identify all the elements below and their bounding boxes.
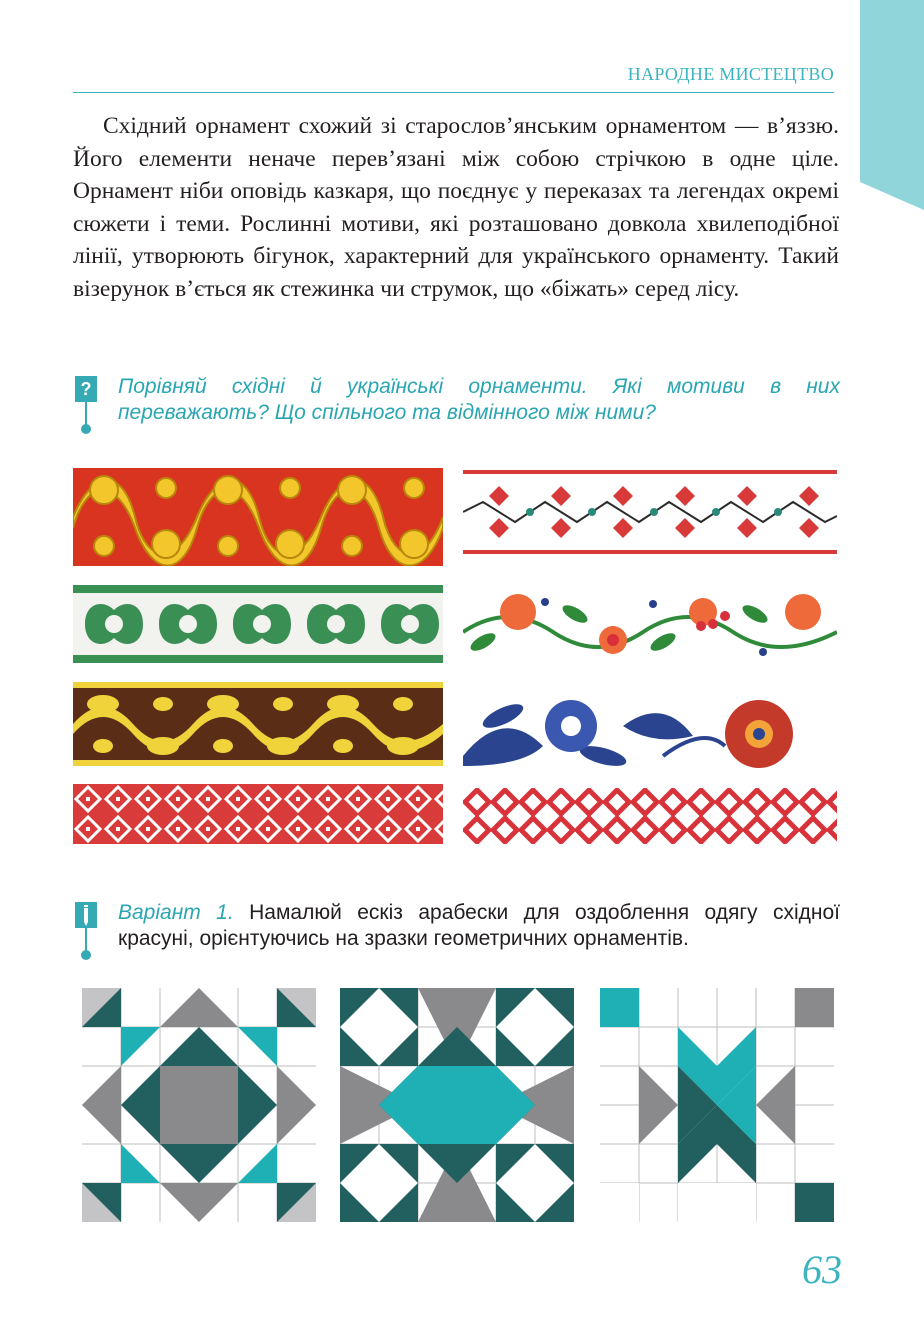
pencil-icon bbox=[75, 902, 97, 928]
chapter-corner-tab bbox=[860, 0, 924, 210]
ornament-eastern-gold-arabesque bbox=[73, 682, 443, 766]
header-rule bbox=[73, 92, 834, 93]
task-body: Намалюй ескіз арабески для оздоблення одягу східної красуні, орієнтуючись на зразки геометричних орнаментів. bbox=[118, 901, 840, 950]
question-mark-icon: ? bbox=[75, 376, 97, 402]
ornament-ukrainian-petrykivka bbox=[463, 686, 837, 778]
question-text: Порівняй східні й українські орнаменти. Які мотиви в них переважають? Що спільного та відмінного між ними? bbox=[118, 375, 840, 424]
ornament-eastern-red-gold bbox=[73, 468, 443, 566]
quilt-block-2 bbox=[340, 988, 574, 1222]
ornament-eastern-red-geometric bbox=[73, 784, 443, 844]
quilt-block-1 bbox=[82, 988, 316, 1222]
running-title: НАРОДНЕ МИСТЕЦТВО bbox=[627, 64, 834, 84]
paragraph-text: Східний орнамент схожий зі старослов’янським орнаментом — в’яззю. Його елементи неначе перев’язані між собою стрічкою в одне ціле. Орнамент ніби оповідь казкаря, що поєднує у переказах та легендах окремі сюжети і теми. Рослинні мотиви, які розташовано довкола хвилеподібної лінії, утворюють бігунок, характерний для українського орнаменту. Такий візерунок в’ється як стежинка чи струмок, що «біжать» серед лісу. bbox=[73, 113, 839, 302]
quilt-block-3 bbox=[600, 988, 834, 1222]
question-marker bbox=[75, 376, 97, 402]
body-paragraph bbox=[73, 110, 839, 305]
ornament-ukrainian-red-weave bbox=[463, 788, 837, 844]
ornament-ukrainian-cross-stitch bbox=[463, 466, 837, 558]
variant-label: Варіант 1. bbox=[118, 901, 234, 924]
ornament-ukrainian-floral-vine bbox=[463, 582, 837, 664]
task-text bbox=[118, 900, 840, 952]
task-marker bbox=[75, 902, 97, 928]
page-number: 63 bbox=[802, 1247, 842, 1292]
ornament-eastern-green-lattice bbox=[73, 585, 443, 663]
